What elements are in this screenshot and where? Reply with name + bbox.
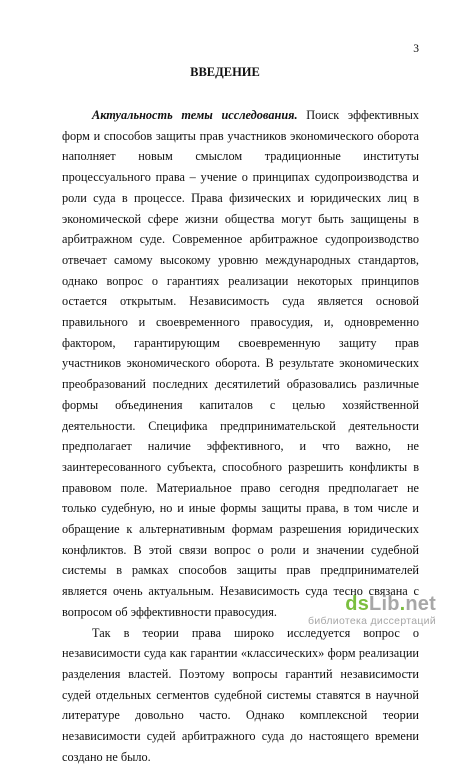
paragraph-lead: Актуальность темы исследования. bbox=[92, 108, 298, 122]
dslib-logo bbox=[308, 593, 436, 615]
watermark-caption: библиотека диссертаций bbox=[308, 615, 436, 627]
paragraph-text: Поиск эффективных форм и способов защиты прав участников экономического оборота наполняет новым смыслом традиционные институты процессуального права – учение о принципах судопроизводства и роли суда в процессе. Права физических и юридических лиц в экономической сфере жизни общества могут быть защищены в арбитражном суде. Современное арбитражное судопроизводство отвечает самому высокому уровню международных стандартов, однако вопрос о гарантиях реализации некоторых принципов остается открытым. Независимость суда является основой правильного и своевременного правосудия, и, одновременно фактором, гарантирующим своевременную защиту прав участников экономического оборота. В результате экономических преобразований последних десятилетий образовались различные формы объединения капиталов с целью хозяйственной деятельности. Специфика предпринимательской деятельности предполагает наличие эффективного, и что важно, не заинтересованного субъекта, способного разрешить конфликты в правовом поле. Материальное право сегодня предполагает не только судебную, но и иные формы защиты права, в том числе и обращение к альтернативным формам разрешения юридических конфликтов. В этой связи вопрос о роли и значении судебной системы в рамках способов защиты прав предпринимателей является очень актуальным. Независимость суда тесно связана с вопросом об эффективности правосудия. bbox=[62, 108, 419, 619]
page-title: ВВЕДЕНИЕ bbox=[190, 65, 260, 79]
logo-ds: ds bbox=[345, 593, 370, 615]
paragraph-text: Так в теории права широко исследуется вопрос о независимости суда как гарантии «классических» форм реализации разделения властей. Поэтому вопросы гарантий независимости судей отдельных сегментов судебной системы ставятся в научной литературе довольно часто. Однако комплексной теории независимости судей арбитражного суда до настоящего времени создано не было. bbox=[62, 625, 419, 764]
page-number: 3 bbox=[413, 43, 419, 55]
paragraph-relevance bbox=[62, 105, 419, 623]
dslib-watermark bbox=[308, 593, 436, 627]
logo-net: net bbox=[405, 593, 436, 615]
logo-lib: Lib bbox=[369, 593, 400, 615]
body-text bbox=[62, 105, 419, 768]
paragraph-theory bbox=[62, 623, 419, 768]
logo-dot: . bbox=[399, 593, 406, 615]
